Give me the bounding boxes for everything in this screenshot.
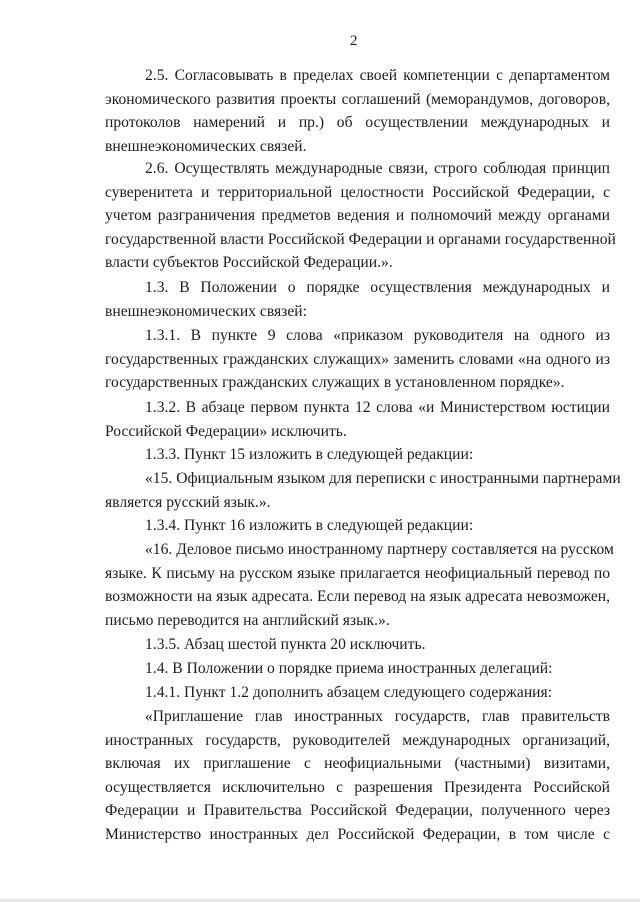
paragraph-quote-16 (105, 538, 614, 632)
text-line: суверенитета и территориальной целостности Российской Федерации, с (105, 183, 610, 201)
text-line: «15. Официальным языком для переписки с иностранными партнерами (145, 470, 621, 487)
text-line: 1.3. В Положении о порядке осуществления международных и (145, 279, 610, 296)
text-line: 1.4.1. Пункт 1.2 дополнить абзацем следующего содержания: (145, 684, 553, 701)
text-line: протоколов намерений и пр.) об осуществлении международных и (105, 114, 610, 132)
paragraph-1-3-5 (105, 633, 610, 657)
text-line: власти субъектов Российской Федерации.». (105, 254, 393, 272)
text-line: осуществляется исключительно с разрешения Президента Российской (105, 778, 610, 796)
text-line: «16. Деловое письмо иностранному партнеру составляется на русском (145, 541, 614, 558)
paragraph-1-4 (105, 657, 610, 681)
paragraph-1-3-2 (105, 396, 610, 443)
text-line: Федерации и Правительства Российской Федерации, полученного через (105, 802, 610, 820)
text-line: «Приглашение глав иностранных государств, глав правительств (145, 708, 610, 725)
text-line: государственных гражданских служащих» заменить словами «на одного из (105, 350, 610, 368)
text-line: возможности на язык адресата. Если перевод на язык адресата невозможен, (105, 588, 610, 606)
text-line: включая их приглашение с неофициальными (частными) визитами, (105, 755, 610, 773)
text-line: письмо переводится на английский язык.». (105, 611, 390, 629)
text-line: 1.3.5. Абзац шестой пункта 20 исключить. (145, 636, 426, 653)
text-line: является русский язык.». (105, 493, 271, 511)
text-line: иностранных государств, руководителей международных организаций, (105, 731, 610, 749)
paragraph-quote-15 (105, 467, 621, 514)
text-line: 2.5. Согласовывать в пределах своей компетенции с департаментом (145, 67, 610, 84)
text-line: государственных гражданских служащих в установленном порядке». (105, 374, 565, 392)
text-line: 1.4. В Положении о порядке приема иностранных делегаций: (145, 660, 553, 677)
paragraph-quote-invitation (105, 705, 610, 847)
text-line: 1.3.1. В пункте 9 слова «приказом руководителя на одного из (145, 327, 610, 344)
paragraph-1-3-1 (105, 324, 610, 395)
paragraph-1-3-4 (105, 514, 610, 538)
text-line: языке. К письму на русском языке прилагается неофициальный перевод по (105, 564, 610, 582)
text-line: Российской Федерации» исключить. (105, 422, 347, 440)
paragraph-1-4-1 (105, 681, 610, 705)
text-line: внешнеэкономических связей: (105, 302, 307, 320)
paragraph-2-6 (105, 157, 616, 275)
text-line: 1.3.3. Пункт 15 изложить в следующей редакции: (145, 446, 474, 463)
paragraph-1-3 (105, 276, 610, 323)
paragraph-1-3-3 (105, 443, 610, 467)
text-line: государственной власти Российской Федерации и органами государственной (105, 230, 616, 248)
text-line: 1.3.4. Пункт 16 изложить в следующей редакции: (145, 517, 474, 534)
text-line: учетом разграничения предметов ведения и полномочий между органами (105, 207, 610, 225)
text-line: 2.6. Осуществлять международные связи, строго соблюдая принцип (145, 160, 610, 177)
text-line: внешнеэкономических связей. (105, 137, 307, 155)
text-line: Министерство иностранных дел Российской Федерации, в том числе с (105, 825, 610, 843)
text-line: экономического развития проекты соглашений (меморандумов, договоров, (105, 90, 610, 108)
paragraph-2-5 (105, 64, 610, 158)
text-line: 1.3.2. В абзаце первом пункта 12 слова «и Министерством юстиции (145, 399, 610, 416)
page-number: 2 (350, 33, 358, 49)
